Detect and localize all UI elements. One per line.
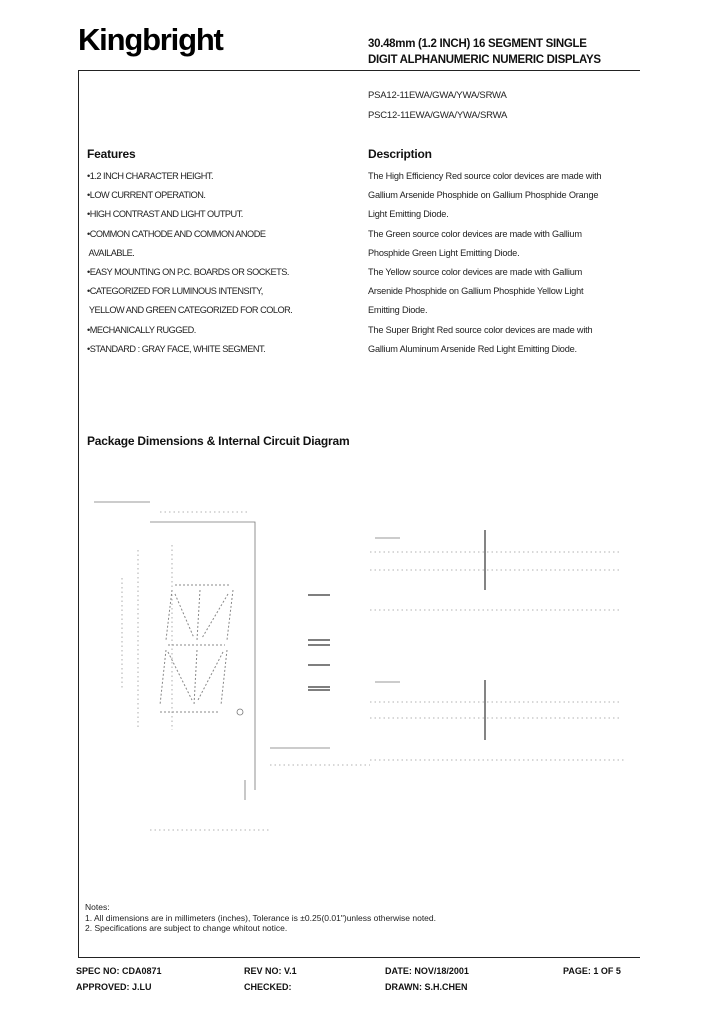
description-line: The Green source color devices are made with Gallium — [368, 228, 582, 239]
part-number-1: PSA12-11EWA/GWA/YWA/SRWA — [368, 90, 507, 101]
left-frame-rule — [78, 70, 79, 957]
revision-number: REV NO: V.1 — [244, 966, 297, 976]
header-rule — [78, 70, 640, 71]
description-line: Emitting Diode. — [368, 305, 428, 316]
feature-item: •MECHANICALLY RUGGED. — [87, 324, 196, 335]
feature-item: •HIGH CONTRAST AND LIGHT OUTPUT. — [87, 209, 243, 220]
feature-item: AVAILABLE. — [87, 247, 135, 258]
title-line-2: DIGIT ALPHANUMERIC NUMERIC DISPLAYS — [368, 54, 601, 66]
pin-leads — [308, 595, 330, 690]
description-line: The High Efficiency Red source color devices are made with — [368, 171, 602, 181]
internal-circuit-diagram-lower — [370, 680, 625, 760]
package-heading: Package Dimensions & Internal Circuit Diagram — [87, 434, 350, 448]
package-outline — [94, 502, 255, 790]
description-line: Arsenide Phosphide on Gallium Phosphide Yellow Light — [368, 286, 584, 297]
features-list — [87, 167, 292, 359]
notes-heading: Notes: — [85, 902, 110, 912]
document-title — [368, 36, 601, 68]
feature-item: •EASY MOUNTING ON P.C. BOARDS OR SOCKETS. — [87, 267, 289, 278]
segment-character-outline — [160, 585, 233, 712]
description-line: Gallium Aluminum Arsenide Red Light Emitting Diode. — [368, 343, 577, 354]
description-heading: Description — [368, 147, 432, 161]
note-item: 1. All dimensions are in millimeters (inches), Tolerance is ±0.25(0.01")unless otherwise noted. — [85, 912, 436, 923]
footer-rule — [78, 957, 640, 958]
approved-by: APPROVED: J.LU — [76, 982, 152, 992]
description-line: The Yellow source color devices are made with Gallium — [368, 267, 583, 278]
internal-circuit-diagram-upper — [370, 530, 620, 610]
feature-item: YELLOW AND GREEN CATEGORIZED FOR COLOR. — [87, 305, 293, 316]
document-date: DATE: NOV/18/2001 — [385, 966, 469, 976]
feature-item: •LOW CURRENT OPERATION. — [87, 190, 206, 201]
feature-item: •CATEGORIZED FOR LUMINOUS INTENSITY, — [87, 286, 263, 297]
description-line: Gallium Arsenide Phosphide on Gallium Phosphide Orange — [368, 190, 599, 201]
feature-item: •1.2 INCH CHARACTER HEIGHT. — [87, 171, 214, 181]
title-line-1: 30.48mm (1.2 INCH) 16 SEGMENT SINGLE — [368, 38, 587, 50]
description-text — [368, 167, 601, 359]
drawn-by: DRAWN: S.H.CHEN — [385, 982, 468, 992]
description-line: Phosphide Green Light Emitting Diode. — [368, 247, 520, 258]
package-dimension-drawing — [80, 490, 640, 850]
note-item: 2. Specifications are subject to change whitout notice. — [85, 923, 288, 933]
spec-number: SPEC NO: CDA0871 — [76, 966, 162, 976]
description-line: Light Emitting Diode. — [368, 209, 449, 220]
part-number-2: PSC12-11EWA/GWA/YWA/SRWA — [368, 110, 508, 121]
feature-item: •STANDARD : GRAY FACE, WHITE SEGMENT. — [87, 343, 266, 354]
description-line: The Super Bright Red source color devices are made with — [368, 324, 593, 335]
brand-logo: Kingbright — [78, 22, 223, 57]
notes-section — [85, 902, 436, 934]
checked-by: CHECKED: — [244, 982, 292, 992]
side-view-outline — [150, 748, 370, 830]
feature-item: •COMMON CATHODE AND COMMON ANODE — [87, 228, 266, 239]
features-heading: Features — [87, 147, 136, 161]
page-number: PAGE: 1 OF 5 — [563, 966, 621, 976]
